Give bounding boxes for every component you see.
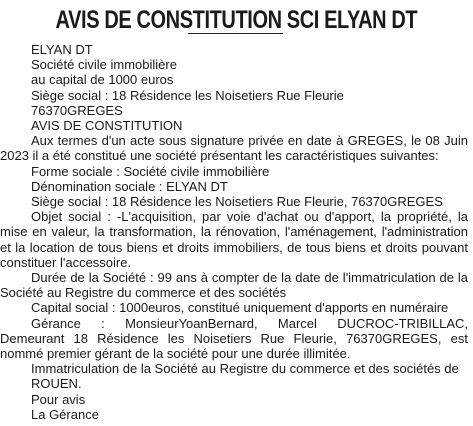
- company-capital: au capital de 1000 euros: [31, 72, 174, 88]
- forme-sociale: Forme sociale : Société civile immobilière: [31, 163, 270, 179]
- signature: La Gérance: [31, 406, 99, 422]
- gerance: Gérance : MonsieurYoanBernard, Marcel DUCROC-TRIBILLAC, Demeurant 18 Résidence les Noisetiers Rue Fleurie, 76370GREGES, est nommé premier gérant de la société pour une durée illimitée.: [0, 315, 468, 362]
- denomination-sociale: Dénomination sociale : ELYAN DT: [31, 178, 228, 194]
- intro-paragraph: Aux termes d'un acte sous signature privée en date à GREGES, le 08 Juin 2023 il a été constitué une société présentant les caractéristiques suivantes:: [0, 133, 468, 164]
- duree-societe: Durée de la Société : 99 ans à compter de la date de l'immatriculation de la Société au Registre du commerce et des sociétés: [0, 270, 468, 301]
- company-address: Siège social : 18 Résidence les Noisetiers Rue Fleurie: [31, 87, 344, 103]
- notice-body: [0, 42, 468, 422]
- company-city: 76370GREGES: [31, 102, 123, 118]
- notice-subtitle: AVIS DE CONSTITUTION: [31, 118, 183, 134]
- title-underline: [188, 33, 283, 34]
- company-name: ELYAN DT: [31, 42, 93, 57]
- notice-title: AVIS DE CONSTITUTION SCI ELYAN DT: [55, 6, 418, 34]
- immatriculation: Immatriculation de la Société au Registre du commerce et des sociétés de ROUEN.: [31, 361, 459, 392]
- company-form: Société civile immobilière: [31, 57, 177, 73]
- siege-social: Siège social : 18 Résidence les Noisetiers Rue Fleurie, 76370GREGES: [31, 194, 443, 210]
- objet-social: Objet social : -L'acquisition, par voie d'achat ou d'apport, la propriété, la mise en valeur, la transformation, la rénovation, l'aménagement, l'administration et la location de tous biens et droits immobiliers, de tous biens et droits pouvant constituer l'accessoire.: [0, 209, 468, 270]
- capital-social: Capital social : 1000euros, constitué uniquement d'apports en numéraire: [31, 300, 449, 316]
- pour-avis: Pour avis: [31, 391, 86, 407]
